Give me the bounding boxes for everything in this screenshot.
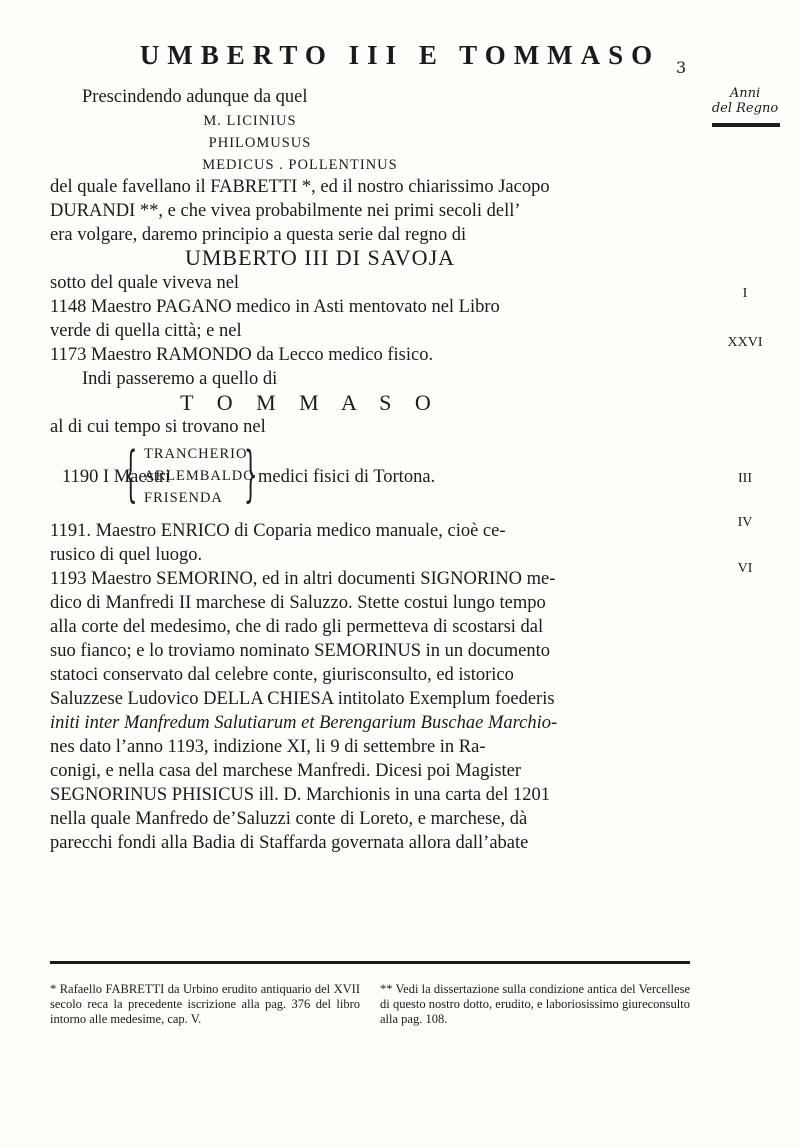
text-line-23: Saluzzese Ludovico DELLA CHIESA intitolato Exemplum foederis — [50, 689, 555, 709]
text-line-4: MEDICUS . POLLENTINUS — [202, 157, 398, 173]
brace-block — [62, 439, 702, 513]
margin-rule — [712, 123, 780, 127]
margin-number-3: III — [738, 471, 752, 486]
text-line-5: del quale favellano il FABRETTI *, ed il nostro chiarissimo Jacopo — [50, 177, 550, 197]
footnote-right: ** Vedi la dissertazione sulla condizione antica del Vercellese di questo nostro dotto, erudito, e laboriosissimo giureconsulto alla pag. 108. — [380, 982, 690, 1026]
left-brace: { — [124, 439, 138, 509]
text-line-9: sotto del quale viveva nel — [50, 273, 240, 293]
margin-number-2: XXVI — [727, 335, 763, 350]
text-line-8: UMBERTO III DI SAVOJA — [184, 245, 456, 270]
text-line-7: era volgare, daremo principio a questa serie dal regno di — [50, 225, 467, 245]
brace-year: 1190 I Maestri — [62, 467, 171, 487]
text-line-3: PHILOMUSUS — [208, 135, 312, 151]
margin-heading-line-2: del Regno — [711, 101, 779, 116]
text-line-26: conigi, e nella casa del marchese Manfredi. Dicesi poi Magister — [50, 761, 522, 781]
text-line-22: statoci conservato dal celebre conte, giurisconsulto, ed istorico — [50, 665, 514, 685]
text-line-10: 1148 Maestro PAGANO medico in Asti mentovato nel Libro — [50, 297, 500, 317]
brace-tail: medici fisici di Tortona. — [258, 467, 436, 487]
text-line-21: suo fianco; e lo troviamo nominato SEMORINUS in un documento — [50, 641, 550, 661]
text-line-25: nes dato l’anno 1193, indizione XI, li 9 di settembre in Ra- — [50, 737, 486, 757]
brace-name-1: TRANCHERIO — [144, 446, 248, 462]
right-brace: } — [244, 439, 258, 509]
text-line-19: dico di Manfredi II marchese di Saluzzo. Stette costui lungo tempo — [50, 593, 546, 613]
brace-name-3: FRISENDA — [144, 490, 223, 506]
margin-heading-line-1: Anni — [729, 86, 761, 101]
text-line-28: nella quale Manfredo de’Saluzzi conte di Loreto, e marchese, dà — [50, 809, 528, 829]
text-line-2: M. LICINIUS — [203, 113, 297, 129]
footnote-rule — [50, 961, 690, 964]
page-number: 3 — [676, 58, 687, 77]
brace-names — [144, 439, 258, 509]
margin-number-1: I — [742, 286, 748, 301]
text-line-20: alla corte del medesimo, che di rado gli permetteva di scostarsi dal — [50, 617, 544, 637]
text-line-27: SEGNORINUS PHISICUS ill. D. Marchionis in una carta del 1201 — [50, 785, 550, 805]
text-line-15: al di cui tempo si trovano nel — [50, 417, 266, 437]
text-line-17: rusico di quel luogo. — [50, 545, 203, 565]
text-line-13: Indi passeremo a quello di — [82, 369, 278, 389]
text-line-6: DURANDI **, e che vivea probabilmente nei primi secoli dell’ — [50, 201, 521, 221]
text-line-24: initi inter Manfredum Salutiarum et Berengarium Buschae Marchio- — [50, 713, 558, 733]
brace-name-2: ARLEMBALDO — [144, 468, 255, 484]
margin-number-4: IV — [737, 515, 753, 530]
running-head: UMBERTO III E TOMMASO — [139, 40, 661, 70]
text-line-18: 1193 Maestro SEMORINO, ed in altri documenti SIGNORINO me- — [50, 569, 556, 589]
text-line-11: verde di quella città; e nel — [50, 321, 242, 341]
text-line-29: parecchi fondi alla Badia di Staffarda governata allora dall’abate — [50, 833, 529, 853]
text-line-1: Prescindendo adunque da quel — [82, 87, 308, 107]
text-line-16: 1191. Maestro ENRICO di Coparia medico manuale, cioè ce- — [50, 521, 506, 541]
footnote-left: * Rafaello FABRETTI da Urbino erudito antiquario del XVII secolo reca la precedente iscrizione alla pag. 376 del libro intorno alle medesime, cap. V. — [50, 982, 360, 1026]
text-line-12: 1173 Maestro RAMONDO da Lecco medico fisico. — [50, 345, 434, 365]
margin-number-5: VI — [737, 561, 753, 576]
text-line-14: T O M M A S O — [180, 390, 440, 415]
